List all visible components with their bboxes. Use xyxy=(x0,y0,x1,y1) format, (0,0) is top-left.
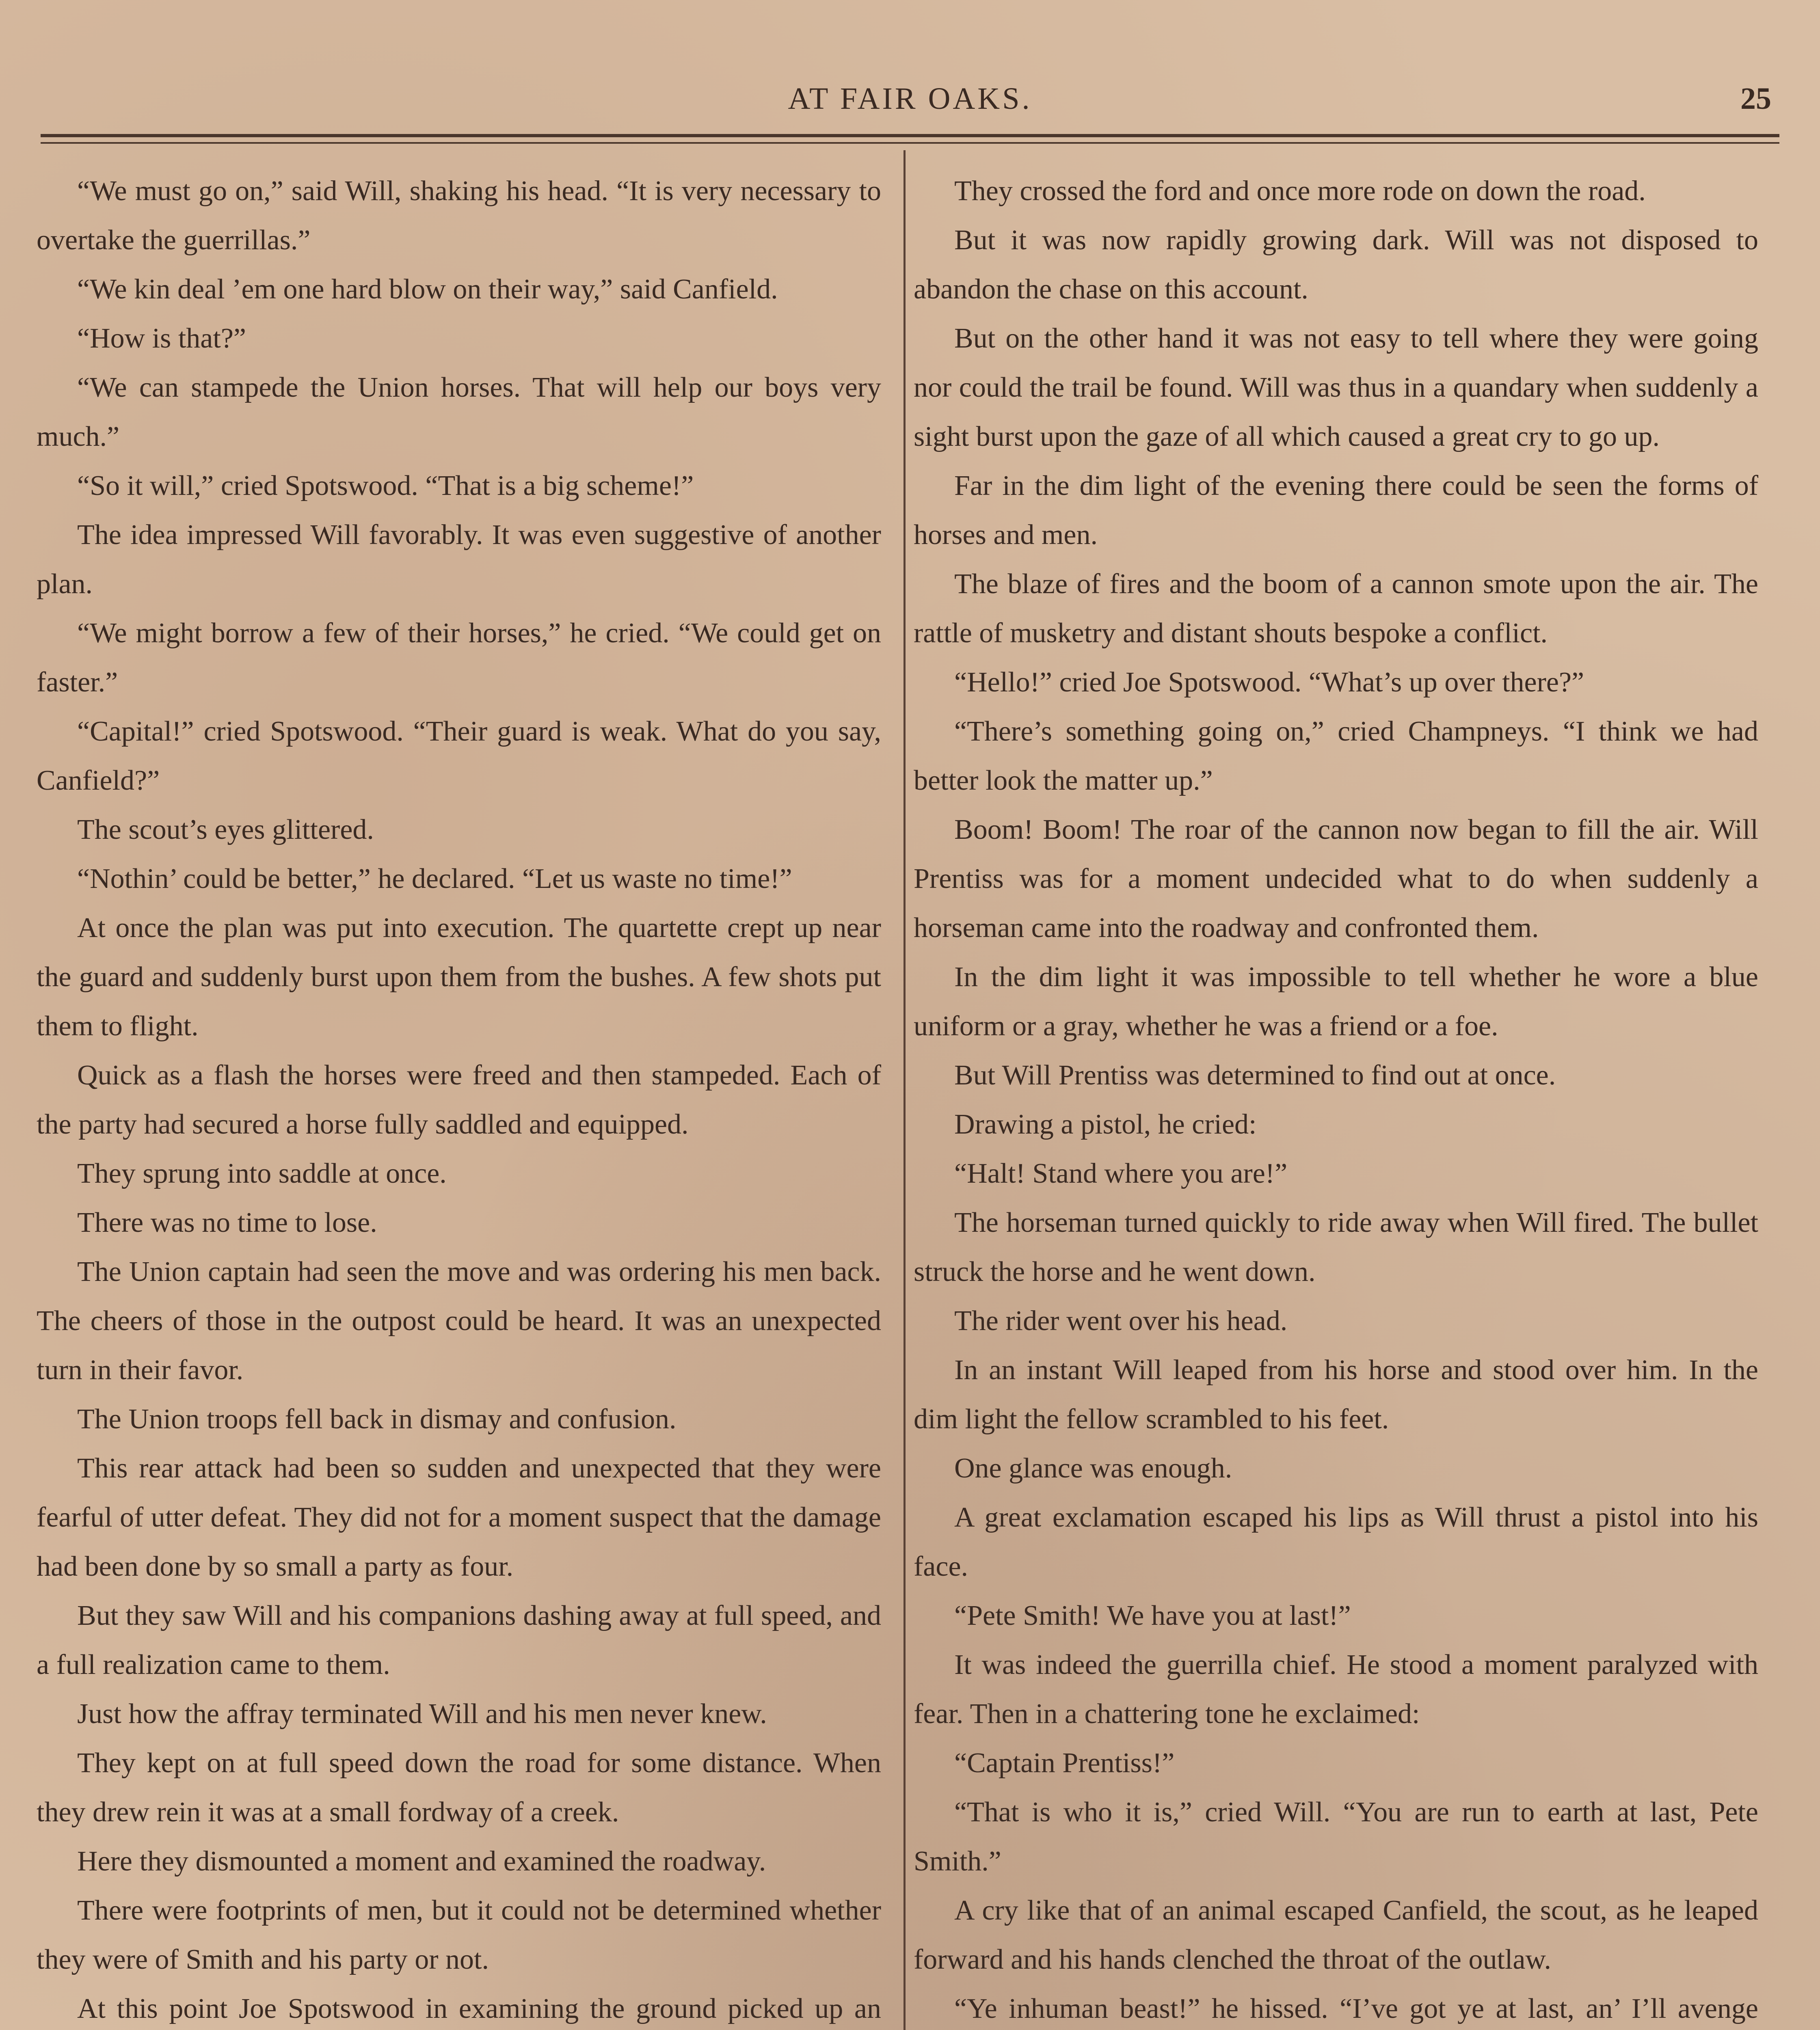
paragraph: “We can stampede the Union horses. That will help our boys very much.” xyxy=(37,372,881,452)
paragraph: The scout’s eyes glittered. xyxy=(77,814,374,845)
paragraph: “Hello!” cried Joe Spotswood. “What’s up over there?” xyxy=(954,667,1584,698)
paragraph: “Pete Smith! We have you at last!” xyxy=(954,1600,1351,1631)
paragraph: At this point Joe Spotswood in examining the ground picked up an xyxy=(77,1993,881,2024)
paragraph: “We might borrow a few of their horses,” he cried. “We could get on faster.” xyxy=(37,618,881,698)
paragraph: The blaze of fires and the boom of a cannon smote upon the air. The rattle of musketry and distant shouts bespoke a conflict. xyxy=(914,568,1758,649)
left-column xyxy=(37,166,881,2030)
paragraph: Drawing a pistol, he cried: xyxy=(954,1109,1257,1140)
paragraph: In the dim light it was impossible to tell whether he wore a blue uniform or a gray, whether he was a friend or a foe. xyxy=(914,961,1758,1042)
column-divider xyxy=(904,150,906,2030)
paragraph: “There’s something going on,” cried Champneys. “I think we had better look the matter up.” xyxy=(914,716,1758,796)
paragraph: This rear attack had been so sudden and unexpected that they were fearful of utter defeat. They did not for a moment suspect that the damage had been done by so small a party as four. xyxy=(37,1453,881,1582)
paragraph: “That is who it is,” cried Will. “You are run to earth at last, Pete Smith.” xyxy=(914,1797,1758,1877)
paragraph: At once the plan was put into execution. The quartette crept up near the guard and suddenly burst upon them from the bushes. A few shots put them to flight. xyxy=(37,912,881,1042)
paragraph: “How is that?” xyxy=(77,323,246,354)
paragraph: Far in the dim light of the evening there could be seen the forms of horses and men. xyxy=(914,470,1758,551)
paragraph: It was indeed the guerrilla chief. He stood a moment paralyzed with fear. Then in a chattering tone he exclaimed: xyxy=(914,1649,1758,1730)
paragraph: “Nothin’ could be better,” he declared. “Let us waste no time!” xyxy=(77,863,792,894)
paragraph: “We must go on,” said Will, shaking his head. “It is very necessary to overtake the guerrillas.” xyxy=(37,175,881,256)
paragraph: But on the other hand it was not easy to tell where they were going nor could the trail be found. Will was thus in a quandary when suddenly a sight burst upon the gaze of all which caused a great cry to go up. xyxy=(914,323,1758,452)
paragraph: “We kin deal ’em one hard blow on their way,” said Canfield. xyxy=(77,274,778,305)
paragraph: “Halt! Stand where you are!” xyxy=(954,1158,1288,1189)
paragraph: “Captain Prentiss!” xyxy=(954,1747,1175,1779)
paragraph: The idea impressed Will favorably. It was even suggestive of another plan. xyxy=(37,519,881,600)
paragraph: “Capital!” cried Spotswood. “Their guard is weak. What do you say, Canfield?” xyxy=(37,716,881,796)
paragraph: The rider went over his head. xyxy=(954,1305,1288,1337)
paragraph: The Union troops fell back in dismay and confusion. xyxy=(77,1404,677,1435)
paragraph: But Will Prentiss was determined to find out at once. xyxy=(954,1060,1556,1091)
paragraph: They crossed the ford and once more rode on down the road. xyxy=(954,175,1646,207)
paragraph: Quick as a flash the horses were freed and then stampeded. Each of the party had secured a horse fully saddled and equipped. xyxy=(37,1060,881,1140)
page-header xyxy=(41,69,1779,138)
paragraph: One glance was enough. xyxy=(954,1453,1232,1484)
paragraph: The horseman turned quickly to ride away when Will fired. The bullet struck the horse and he went down. xyxy=(914,1207,1758,1287)
paragraph: Just how the affray terminated Will and his men never knew. xyxy=(77,1698,767,1730)
paragraph: “Ye inhuman beast!” he hissed. “I’ve got ye at last, an’ I’ll avenge xyxy=(954,1993,1758,2024)
page-number: 25 xyxy=(1740,82,1771,116)
paragraph: Boom! Boom! The roar of the cannon now began to fill the air. Will Prentiss was for a moment undecided what to do when suddenly a horseman came into the roadway and confronted them. xyxy=(914,814,1758,944)
header-rule xyxy=(41,134,1779,137)
paragraph: A great exclamation escaped his lips as Will thrust a pistol into his face. xyxy=(914,1502,1758,1582)
running-title: AT FAIR OAKS. xyxy=(788,82,1032,116)
paragraph: The Union captain had seen the move and was ordering his men back. The cheers of those in the outpost could be heard. It was an unexpected turn in their favor. xyxy=(37,1256,881,1386)
paragraph: But they saw Will and his companions dashing away at full speed, and a full realization came to them. xyxy=(37,1600,881,1680)
right-column xyxy=(914,166,1758,2030)
paragraph: There were footprints of men, but it could not be determined whether they were of Smith and his party or not. xyxy=(37,1895,881,1975)
paragraph: They sprung into saddle at once. xyxy=(77,1158,447,1189)
paragraph: In an instant Will leaped from his horse and stood over him. In the dim light the fellow scrambled to his feet. xyxy=(914,1354,1758,1435)
paragraph: But it was now rapidly growing dark. Will was not disposed to abandon the chase on this account. xyxy=(914,225,1758,305)
paragraph: There was no time to lose. xyxy=(77,1207,377,1238)
paragraph: They kept on at full speed down the road for some distance. When they drew rein it was at a small fordway of a creek. xyxy=(37,1747,881,1828)
paragraph: A cry like that of an animal escaped Canfield, the scout, as he leaped forward and his hands clenched the throat of the outlaw. xyxy=(914,1895,1758,1975)
header-rule-thin xyxy=(41,142,1779,144)
paragraph: Here they dismounted a moment and examined the roadway. xyxy=(77,1846,766,1877)
paragraph: “So it will,” cried Spotswood. “That is a big scheme!” xyxy=(77,470,694,501)
